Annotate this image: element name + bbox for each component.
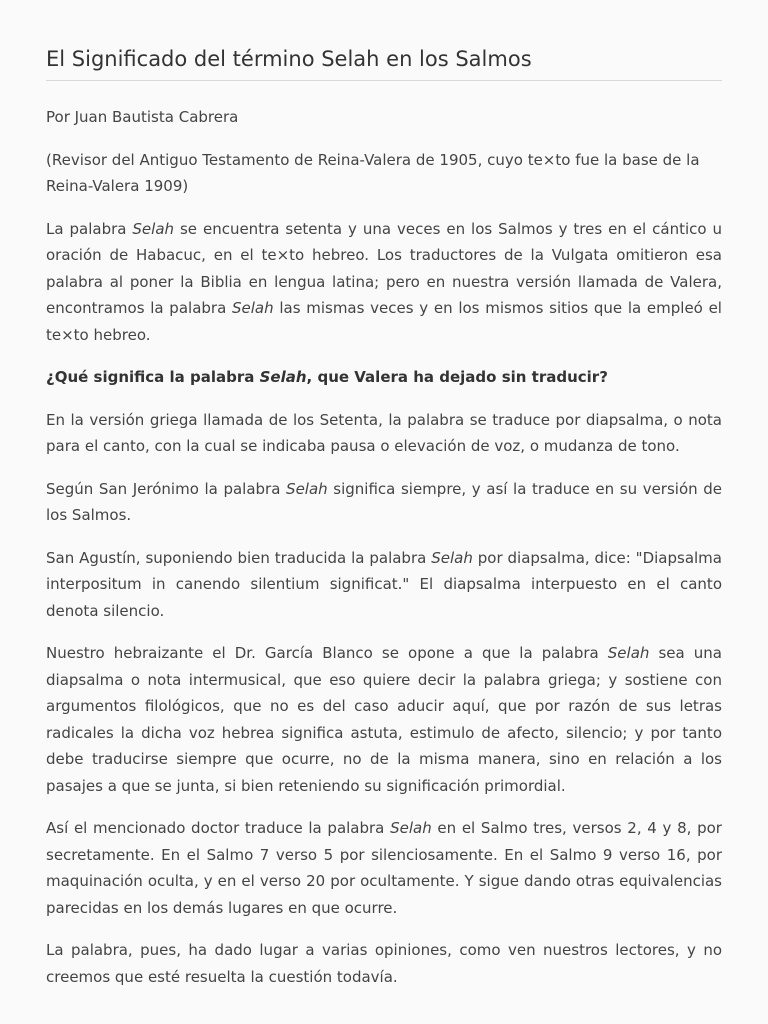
selah-term: Selah — [259, 368, 307, 386]
paragraph-5-text-c: sea una diapsalma o nota intermusical, que eso quiere decir la palabra griega; y sostiene con argumentos filológicos, que no es del caso aducir aquí, que por razón de sus letras radicales la dicha voz hebrea significa astuta, estimulo de afecto, silencio; y por tanto debe traducirse siempre que ocurre, no de la misma manera, sino en relación a los pasajes a que se junta, si bien reteniendo su significación primordial. — [46, 644, 722, 795]
paragraph-5-text-a: Nuestro hebraizante el Dr. García Blanco se opone a que la palabra — [46, 644, 608, 662]
paragraph-1-text-a: La palabra — [46, 219, 133, 238]
paragraph-4-text-a: San Agustín, suponiendo bien traducida la palabra — [46, 548, 432, 567]
selah-term: Selah — [431, 548, 473, 567]
paragraph-1-text-e: las mismas veces y en los mismos sitios que la empleó el te×to hebreo. — [46, 299, 722, 344]
question-text-a: ¿Qué significa la palabra — [46, 368, 260, 386]
question-text-c: , que Valera ha dejado sin traducir? — [306, 368, 608, 386]
selah-term: Selah — [607, 644, 650, 662]
paragraph-5 — [46, 640, 722, 799]
paragraph-1-text-c: se encuentra setenta y una veces en los Salmos y tres en el cántico u oración de Habacuc, en el te×to hebreo. Los traductores de la Vulgata omitieron esa palabra al poner la Biblia en lengua latina; pero en nuestra versión llamada de Valera, encontramos la palabra — [46, 219, 722, 317]
paragraph-3-text-a: Según San Jerónimo la palabra — [46, 479, 287, 498]
paragraph-4 — [46, 545, 722, 625]
page-title: El Significado del término Selah en los Salmos — [46, 44, 722, 81]
selah-term: Selah — [132, 219, 175, 238]
article-body — [46, 104, 722, 990]
paragraph-1 — [46, 216, 722, 349]
paragraph-4-text-c: por diapsalma, dice: "Diapsalma interpositum in canendo silentium significat." El diapsalma interpuesto en el canto denota silencio. — [46, 548, 722, 620]
paragraph-3-text-c: significa siempre, y así la traduce en su versión de los Salmos. — [46, 479, 722, 524]
paragraph-7: La palabra, pues, ha dado lugar a varias opiniones, como ven nuestros lectores, y no creemos que esté resuelta la cuestión todavía. — [46, 941, 722, 986]
paragraph-2: En la versión griega llamada de los Setenta, la palabra se traduce por diapsalma, o nota para el canto, con la cual se indicaba pausa o elevación de voz, o mudanza de tono. — [46, 410, 722, 455]
paragraph-6-text-a: Así el mencionado doctor traduce la palabra — [46, 819, 391, 837]
selah-term: Selah — [390, 819, 432, 837]
selah-term: Selah — [231, 299, 274, 317]
selah-term: Selah — [286, 479, 328, 498]
paragraph-6-text-c: en el Salmo tres, versos 2, 4 y 8, por secretamente. En el Salmo 7 verso 5 por silenciosamente. En el Salmo 9 verso 16, por maquinación oculta, y en el verso 20 por ocultamente. Y sigue dando otras equivalencias parecidas en los demás lugares en que ocurre. — [46, 819, 722, 917]
paragraph-6 — [46, 815, 722, 921]
paragraph-3 — [46, 476, 722, 529]
reviser-note: (Revisor del Antiguo Testamento de Reina-Valera de 1905, cuyo te×to fue la base de la Reina-Valera 1909) — [46, 150, 700, 195]
question-heading — [46, 364, 722, 391]
author-line: Por Juan Bautista Cabrera — [46, 108, 239, 126]
